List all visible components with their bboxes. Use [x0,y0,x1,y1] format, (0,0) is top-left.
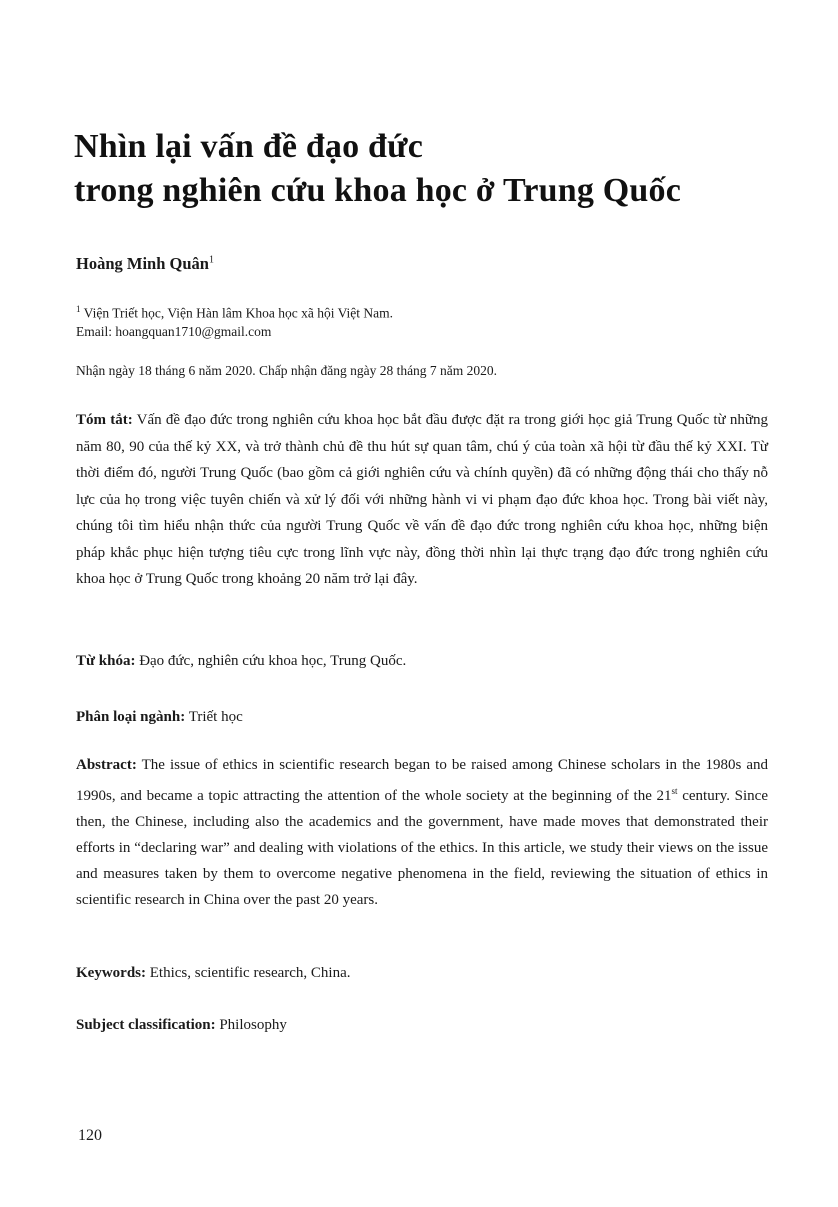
affiliation-marker: 1 [76,304,81,314]
title-line-1: Nhìn lại vấn đề đạo đức [74,128,424,165]
title-line-2: trong nghiên cứu khoa học ở Trung Quốc [74,172,682,209]
subject-field-vietnamese [76,704,768,731]
author-name: Hoàng Minh Quân [76,254,209,273]
keywords-english [76,960,768,987]
field-vi-text: Triết học [188,709,243,725]
ordinal-suffix: st [671,786,678,796]
keywords-vi-label: Từ khóa: [76,653,136,669]
keywords-vi-text: Đạo đức, nghiên cứu khoa học, Trung Quốc. [139,653,407,669]
affiliation-text: Viện Triết học, Viện Hàn lâm Khoa học xã hội Việt Nam. [83,305,394,321]
abstract-en-text-part2: century. Since then, the Chinese, including also the academics and the government, have made moves that demonstrated their efforts in “declaring war” and dealing with violations of the ethics. In this article, we study their views on the issue and measures taken by them to overcome negative phenomena in the field, reviewing the situation of ethics in scientific research in China over the past 20 years. [76,788,768,908]
article-title [74,125,774,213]
author-email: Email: hoangquan1710@gmail.com [76,323,272,339]
field-vi-label: Phân loại ngành: [76,709,186,725]
abstract-english [76,752,768,913]
keywords-en-text: Ethics, scientific research, China. [149,965,351,981]
affiliation [76,300,393,341]
keywords-en-label: Keywords: [76,965,146,981]
author-affiliation-marker: 1 [208,254,214,266]
field-en-text: Philosophy [219,1017,287,1033]
abstract-vietnamese [76,407,768,593]
keywords-vietnamese [76,648,768,675]
abstract-vi-label: Tóm tắt: [76,412,133,428]
page-number: 120 [78,1127,102,1144]
abstract-vi-text: Vấn đề đạo đức trong nghiên cứu khoa học bắt đầu được đặt ra trong giới học giả Trung Quốc từ những năm 80, 90 của thế kỷ XX, và trở thành chủ đề thu hút sự quan tâm, chú ý của toàn xã hội từ đầu thế kỷ XXI. Từ thời điểm đó, người Trung Quốc (bao gồm cả giới nghiên cứu và chính quyền) đã có những động thái cho thấy nỗ lực của họ trong việc tuyên chiến và xử lý đối với những hành vi vi phạm đạo đức khoa học. Trong bài viết này, chúng tôi tìm hiểu nhận thức của người Trung Quốc về vấn đề đạo đức trong nghiên cứu khoa học, những biện pháp khắc phục hiện tượng tiêu cực trong lĩnh vực này, đồng thời nhìn lại thực trạng đạo đức trong nghiên cứu khoa học ở Trung Quốc trong khoảng 20 năm trở lại đây. [76,412,768,587]
subject-classification-english [76,1012,768,1039]
author [76,254,214,274]
abstract-en-text-part1: The issue of ethics in scientific research began to be raised among Chinese scholars in the 1980s and 1990s, and became a topic attracting the attention of the whole society at the beginning of the 21 [76,757,768,804]
abstract-en-label: Abstract: [76,757,137,773]
received-accepted-dates: Nhận ngày 18 tháng 6 năm 2020. Chấp nhận đăng ngày 28 tháng 7 năm 2020. [76,363,498,378]
field-en-label: Subject classification: [76,1017,216,1033]
